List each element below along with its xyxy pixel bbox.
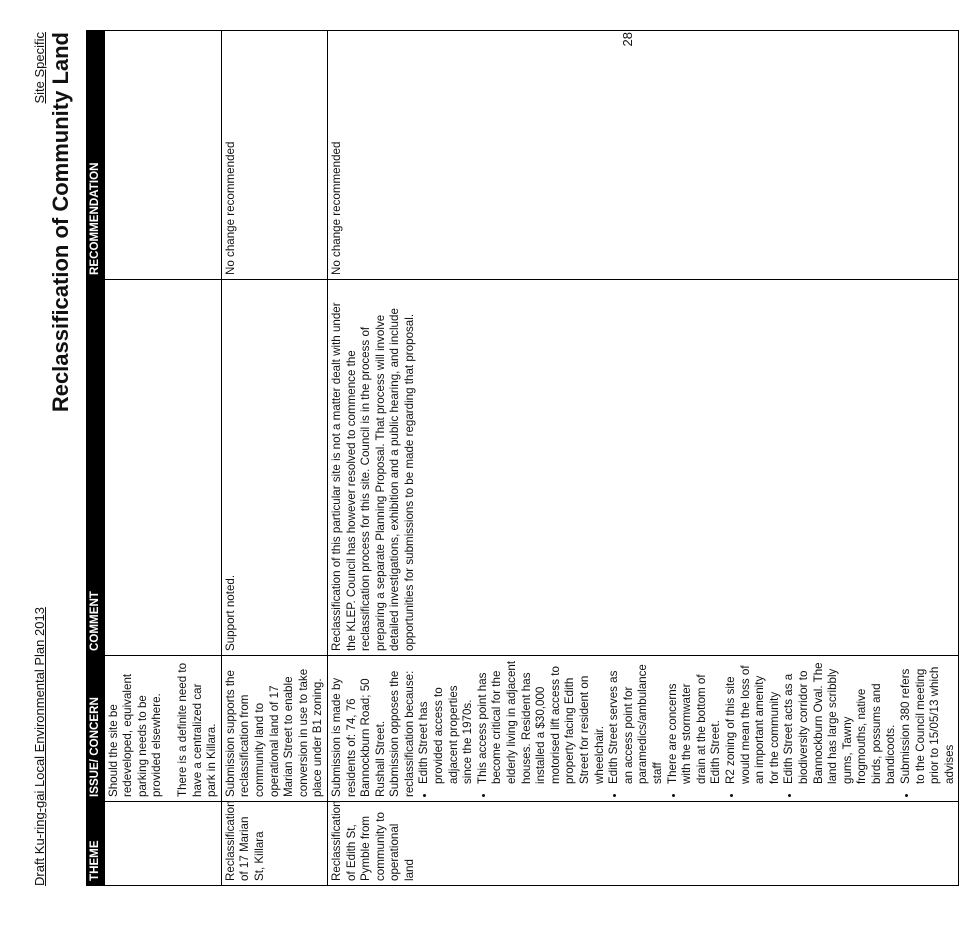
- list-item: • Edith Street has provided access to adjacent properties since the 1970s.: [417, 660, 475, 784]
- table-row: [327, 31, 959, 886]
- theme-cell: [104, 802, 221, 886]
- issue-paragraph: Should the site be redeveloped, equivalent parking needs to be provided elsewhere.: [106, 673, 164, 797]
- table-row: [104, 31, 221, 886]
- list-item: • Submission 380 refers to the Council meeting prior to 15/05/13 which advises: [899, 660, 957, 784]
- theme-cell: Reclassification of 17 Marian St, Killara: [221, 802, 327, 886]
- recommendation-cell: No change recommended: [221, 31, 327, 280]
- issue-cell: [221, 656, 327, 802]
- issue-cell: [327, 656, 959, 802]
- document-header-title: Draft Ku-ring-gai Local Environmental Plan 2013: [32, 607, 47, 886]
- issue-paragraph: Submission is made by residents of: 74, 76 Bannockburn Road; 50 Rushall Street. Submission opposes the reclassification because:: [329, 670, 416, 797]
- section-subtitle: Site Specific: [32, 32, 47, 104]
- submissions-table: [86, 30, 959, 886]
- issue-paragraph: There is a definite need to have a centralized car park in Killara.: [175, 662, 219, 797]
- list-item: • There are concerns with the stormwater drain at the bottom of Edith Street.: [666, 660, 724, 784]
- recommendation-cell: No change recommended: [327, 31, 959, 280]
- table-row: [221, 31, 327, 886]
- column-header-recommendation: RECOMMENDATION: [87, 31, 105, 280]
- table-header-row: [87, 31, 105, 886]
- comment-cell: Support noted.: [221, 280, 327, 656]
- theme-cell: Reclassification of Edith St, Pymble from community to operational land: [327, 802, 959, 886]
- section-header: [32, 32, 74, 412]
- comment-cell: Reclassification of this particular site is not a matter dealt with under the KLEP. Council has however resolved to commence the reclassification process for this site. Council is in the process of preparing a separate Planning Proposal. That process will involve detailed investigations, exhibition and a public hearing, and include opportunities for submissions to be made regarding that proposal.: [327, 280, 959, 656]
- column-header-comment: COMMENT: [87, 280, 105, 656]
- issue-cell: [104, 656, 221, 802]
- column-header-issue: ISSUE/ CONCERN: [87, 656, 105, 802]
- issue-bullet-list: [417, 660, 957, 797]
- column-header-theme: THEME: [87, 802, 105, 886]
- list-item: • This access point has become critical for the elderly living in adjacent houses. Resident has installed a $30,000 motorised lift access to property facing Edith Street for resident on wheelchair.: [476, 660, 607, 784]
- recommendation-cell: [104, 31, 221, 280]
- section-title: Reclassification of Community Land: [48, 32, 73, 413]
- list-item: • Edith Street acts as a biodiversity corridor to Bannockburn Oval. The land has large scribbly gums, Tawny frogmouths, native birds, possums and bandicoots.: [782, 660, 899, 784]
- comment-cell: [104, 280, 221, 656]
- list-item: • Edith Street serves as an access point for paramedics/ambulance staff: [607, 660, 665, 784]
- list-item: • R2 zoning of this site would mean the loss of an important amenity for the community: [724, 660, 782, 784]
- page-number: 28: [620, 32, 635, 47]
- issue-paragraph: Submission supports the reclassification from community land to operational land of 17 Marian Street to enable conversion in use to take place under B1 zoning.: [223, 668, 325, 797]
